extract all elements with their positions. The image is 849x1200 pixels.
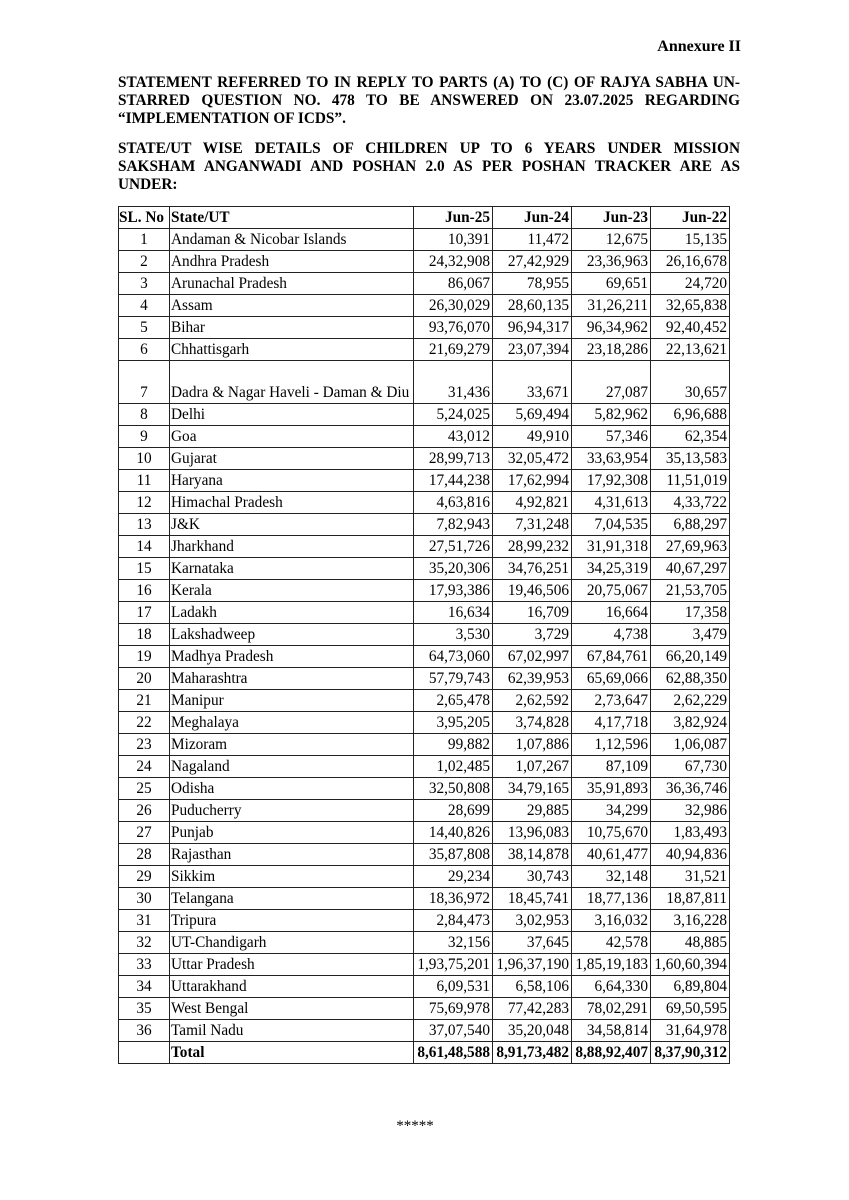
cell-jun-23: 2,73,647 — [572, 690, 651, 712]
cell-jun-25: 28,99,713 — [414, 448, 493, 470]
cell-state: Tripura — [170, 910, 414, 932]
cell-jun-22: 32,986 — [651, 800, 730, 822]
header-sl-no: SL. No — [119, 207, 170, 229]
cell-jun-24: 13,96,083 — [493, 822, 572, 844]
cell-state: Dadra & Nagar Haveli - Daman & Diu — [170, 361, 414, 404]
cell-jun-25: 17,93,386 — [414, 580, 493, 602]
cell-jun-25: 29,234 — [414, 866, 493, 888]
cell-jun-24: 49,910 — [493, 426, 572, 448]
cell-jun-23: 12,675 — [572, 229, 651, 251]
cell-state: UT-Chandigarh — [170, 932, 414, 954]
cell-state: Puducherry — [170, 800, 414, 822]
cell-jun-25: 64,73,060 — [414, 646, 493, 668]
cell-state: J&K — [170, 514, 414, 536]
cell-jun-24: 1,96,37,190 — [493, 954, 572, 976]
cell-jun-23: 7,04,535 — [572, 514, 651, 536]
total-row — [119, 1042, 730, 1064]
cell-sl-no: 5 — [119, 317, 170, 339]
cell-sl-no: 10 — [119, 448, 170, 470]
cell-state: Kerala — [170, 580, 414, 602]
cell-jun-25: 1,02,485 — [414, 756, 493, 778]
cell-jun-23: 1,85,19,183 — [572, 954, 651, 976]
cell-state: Manipur — [170, 690, 414, 712]
cell-jun-25: 32,50,808 — [414, 778, 493, 800]
table-row — [119, 361, 730, 404]
table-row — [119, 602, 730, 624]
cell-jun-23: 27,087 — [572, 361, 651, 404]
cell-jun-25: 43,012 — [414, 426, 493, 448]
cell-jun-23: 4,31,613 — [572, 492, 651, 514]
cell-jun-25: 2,65,478 — [414, 690, 493, 712]
cell-jun-24: 27,42,929 — [493, 251, 572, 273]
cell-jun-24: 6,58,106 — [493, 976, 572, 998]
table-row — [119, 668, 730, 690]
cell-jun-23: 3,16,032 — [572, 910, 651, 932]
table-row — [119, 756, 730, 778]
cell-state: Nagaland — [170, 756, 414, 778]
cell-sl-no: 22 — [119, 712, 170, 734]
cell-jun-25: 31,436 — [414, 361, 493, 404]
cell-jun-22: 18,87,811 — [651, 888, 730, 910]
table-row — [119, 822, 730, 844]
cell-sl-no: 30 — [119, 888, 170, 910]
cell-jun-22: 24,720 — [651, 273, 730, 295]
cell-jun-24: 67,02,997 — [493, 646, 572, 668]
cell-sl-no: 13 — [119, 514, 170, 536]
cell-jun-25: 7,82,943 — [414, 514, 493, 536]
cell-state: Andaman & Nicobar Islands — [170, 229, 414, 251]
cell-sl-no: 3 — [119, 273, 170, 295]
cell-state: Karnataka — [170, 558, 414, 580]
cell-jun-22: 69,50,595 — [651, 998, 730, 1020]
table-row — [119, 712, 730, 734]
cell-sl-no: 26 — [119, 800, 170, 822]
cell-state: Telangana — [170, 888, 414, 910]
header-state: State/UT — [170, 207, 414, 229]
cell-jun-24: 1,07,886 — [493, 734, 572, 756]
cell-sl-no: 21 — [119, 690, 170, 712]
cell-jun-25: 5,24,025 — [414, 404, 493, 426]
cell-jun-23: 6,64,330 — [572, 976, 651, 998]
cell-jun-24: 29,885 — [493, 800, 572, 822]
cell-state: Rajasthan — [170, 844, 414, 866]
cell-jun-23: 10,75,670 — [572, 822, 651, 844]
cell-jun-22: 67,730 — [651, 756, 730, 778]
cell-jun-25: 1,93,75,201 — [414, 954, 493, 976]
cell-sl-no: 9 — [119, 426, 170, 448]
cell-jun-22: 30,657 — [651, 361, 730, 404]
cell-jun-25: 28,699 — [414, 800, 493, 822]
table-row — [119, 448, 730, 470]
cell-jun-23: 5,82,962 — [572, 404, 651, 426]
cell-state: Punjab — [170, 822, 414, 844]
table-row — [119, 339, 730, 361]
cell-jun-23: 65,69,066 — [572, 668, 651, 690]
cell-jun-23: 23,18,286 — [572, 339, 651, 361]
cell-sl-no: 15 — [119, 558, 170, 580]
cell-jun-22: 31,521 — [651, 866, 730, 888]
cell-jun-24: 1,07,267 — [493, 756, 572, 778]
cell-jun-24: 3,729 — [493, 624, 572, 646]
cell-jun-24: 16,709 — [493, 602, 572, 624]
cell-jun-24: 30,743 — [493, 866, 572, 888]
header-jun-24: Jun-24 — [493, 207, 572, 229]
table-row — [119, 888, 730, 910]
cell-state: Delhi — [170, 404, 414, 426]
cell-jun-25: 35,87,808 — [414, 844, 493, 866]
cell-jun-23: 33,63,954 — [572, 448, 651, 470]
cell-state: Assam — [170, 295, 414, 317]
cell-jun-22: 62,88,350 — [651, 668, 730, 690]
cell-state: Tamil Nadu — [170, 1020, 414, 1042]
cell-state: Andhra Pradesh — [170, 251, 414, 273]
cell-sl-no: 16 — [119, 580, 170, 602]
cell-jun-25: 35,20,306 — [414, 558, 493, 580]
table-row — [119, 866, 730, 888]
cell-jun-22: 32,65,838 — [651, 295, 730, 317]
cell-jun-24: 5,69,494 — [493, 404, 572, 426]
cell-sl-no: 4 — [119, 295, 170, 317]
cell-jun-24: 38,14,878 — [493, 844, 572, 866]
cell-sl-no: 8 — [119, 404, 170, 426]
cell-jun-24: 62,39,953 — [493, 668, 572, 690]
table-row — [119, 514, 730, 536]
cell-jun-22: 4,33,722 — [651, 492, 730, 514]
cell-jun-25: 2,84,473 — [414, 910, 493, 932]
cell-jun-22: 15,135 — [651, 229, 730, 251]
table-header-row — [119, 207, 730, 229]
cell-jun-22: 40,94,836 — [651, 844, 730, 866]
cell-jun-24: 11,472 — [493, 229, 572, 251]
cell-jun-25: 37,07,540 — [414, 1020, 493, 1042]
cell-jun-22: 27,69,963 — [651, 536, 730, 558]
header-jun-23: Jun-23 — [572, 207, 651, 229]
cell-sl-no: 33 — [119, 954, 170, 976]
cell-jun-22: 11,51,019 — [651, 470, 730, 492]
table-row — [119, 426, 730, 448]
cell-jun-24: 34,76,251 — [493, 558, 572, 580]
cell-jun-22: 35,13,583 — [651, 448, 730, 470]
header-jun-25: Jun-25 — [414, 207, 493, 229]
cell-jun-23: 16,664 — [572, 602, 651, 624]
cell-jun-25: 14,40,826 — [414, 822, 493, 844]
cell-jun-25: 6,09,531 — [414, 976, 493, 998]
cell-sl-no: 12 — [119, 492, 170, 514]
cell-state: Jharkhand — [170, 536, 414, 558]
cell-jun-25: 75,69,978 — [414, 998, 493, 1020]
cell-jun-24: 37,645 — [493, 932, 572, 954]
cell-jun-25: 24,32,908 — [414, 251, 493, 273]
total-jun-22: 8,37,90,312 — [651, 1042, 730, 1064]
cell-jun-23: 34,299 — [572, 800, 651, 822]
cell-state: Chhattisgarh — [170, 339, 414, 361]
cell-state: Himachal Pradesh — [170, 492, 414, 514]
cell-sl-no: 29 — [119, 866, 170, 888]
cell-jun-25: 26,30,029 — [414, 295, 493, 317]
total-state: Total — [170, 1042, 414, 1064]
table-row — [119, 976, 730, 998]
cell-jun-22: 21,53,705 — [651, 580, 730, 602]
cell-jun-25: 99,882 — [414, 734, 493, 756]
cell-jun-25: 3,530 — [414, 624, 493, 646]
cell-jun-25: 3,95,205 — [414, 712, 493, 734]
table-row — [119, 624, 730, 646]
table-row — [119, 580, 730, 602]
cell-jun-23: 17,92,308 — [572, 470, 651, 492]
cell-jun-22: 6,96,688 — [651, 404, 730, 426]
cell-jun-22: 40,67,297 — [651, 558, 730, 580]
table-row — [119, 800, 730, 822]
cell-state: Bihar — [170, 317, 414, 339]
cell-jun-22: 3,82,924 — [651, 712, 730, 734]
cell-jun-23: 42,578 — [572, 932, 651, 954]
cell-jun-23: 23,36,963 — [572, 251, 651, 273]
cell-state: Madhya Pradesh — [170, 646, 414, 668]
cell-sl-no: 20 — [119, 668, 170, 690]
cell-jun-22: 1,06,087 — [651, 734, 730, 756]
cell-sl-no: 27 — [119, 822, 170, 844]
cell-jun-23: 1,12,596 — [572, 734, 651, 756]
total-jun-24: 8,91,73,482 — [493, 1042, 572, 1064]
cell-jun-25: 57,79,743 — [414, 668, 493, 690]
table-row — [119, 998, 730, 1020]
cell-jun-23: 57,346 — [572, 426, 651, 448]
cell-jun-24: 19,46,506 — [493, 580, 572, 602]
table-row — [119, 470, 730, 492]
cell-jun-24: 3,02,953 — [493, 910, 572, 932]
cell-jun-23: 35,91,893 — [572, 778, 651, 800]
table-row — [119, 1020, 730, 1042]
table-subheading: STATE/UT WISE DETAILS OF CHILDREN UP TO 6 YEARS UNDER MISSION SAKSHAM ANGANWADI AND POSHAN 2.0 AS PER POSHAN TRACKER ARE AS UNDER: — [118, 140, 740, 193]
table-row — [119, 536, 730, 558]
table-row — [119, 229, 730, 251]
table-row — [119, 954, 730, 976]
cell-jun-24: 28,60,135 — [493, 295, 572, 317]
end-marker: ***** — [396, 1118, 434, 1134]
cell-sl-no: 31 — [119, 910, 170, 932]
cell-jun-24: 77,42,283 — [493, 998, 572, 1020]
cell-jun-25: 86,067 — [414, 273, 493, 295]
table-row — [119, 844, 730, 866]
cell-jun-22: 48,885 — [651, 932, 730, 954]
table-row — [119, 778, 730, 800]
cell-jun-23: 32,148 — [572, 866, 651, 888]
cell-jun-23: 4,738 — [572, 624, 651, 646]
cell-jun-24: 28,99,232 — [493, 536, 572, 558]
cell-sl-no: 19 — [119, 646, 170, 668]
cell-jun-22: 31,64,978 — [651, 1020, 730, 1042]
cell-state: Arunachal Pradesh — [170, 273, 414, 295]
cell-sl-no: 2 — [119, 251, 170, 273]
total-jun-25: 8,61,48,588 — [414, 1042, 493, 1064]
cell-jun-24: 96,94,317 — [493, 317, 572, 339]
cell-state: Gujarat — [170, 448, 414, 470]
cell-state: Uttarakhand — [170, 976, 414, 998]
cell-jun-22: 3,16,228 — [651, 910, 730, 932]
cell-jun-22: 2,62,229 — [651, 690, 730, 712]
cell-jun-25: 10,391 — [414, 229, 493, 251]
cell-jun-22: 66,20,149 — [651, 646, 730, 668]
cell-sl-no: 14 — [119, 536, 170, 558]
cell-jun-22: 6,89,804 — [651, 976, 730, 998]
cell-jun-25: 18,36,972 — [414, 888, 493, 910]
table-row — [119, 492, 730, 514]
statement-heading: STATEMENT REFERRED TO IN REPLY TO PARTS (A) TO (C) OF RAJYA SABHA UN-STARRED QUESTION NO. 478 TO BE ANSWERED ON 23.07.2025 REGARDING “IMPLEMENTATION OF ICDS”. — [118, 74, 740, 127]
table-row — [119, 910, 730, 932]
cell-sl-no: 11 — [119, 470, 170, 492]
table-row — [119, 558, 730, 580]
cell-sl-no: 1 — [119, 229, 170, 251]
cell-jun-23: 20,75,067 — [572, 580, 651, 602]
cell-sl-no: 17 — [119, 602, 170, 624]
cell-state: Ladakh — [170, 602, 414, 624]
cell-state: West Bengal — [170, 998, 414, 1020]
annexure-label: Annexure II — [657, 38, 741, 55]
cell-sl-no: 34 — [119, 976, 170, 998]
cell-jun-24: 2,62,592 — [493, 690, 572, 712]
cell-state: Odisha — [170, 778, 414, 800]
cell-jun-23: 34,25,319 — [572, 558, 651, 580]
cell-jun-24: 18,45,741 — [493, 888, 572, 910]
cell-jun-25: 32,156 — [414, 932, 493, 954]
cell-jun-24: 3,74,828 — [493, 712, 572, 734]
cell-jun-22: 22,13,621 — [651, 339, 730, 361]
cell-jun-22: 36,36,746 — [651, 778, 730, 800]
cell-jun-24: 32,05,472 — [493, 448, 572, 470]
cell-jun-24: 23,07,394 — [493, 339, 572, 361]
cell-sl-no: 32 — [119, 932, 170, 954]
cell-jun-25: 21,69,279 — [414, 339, 493, 361]
cell-jun-24: 35,20,048 — [493, 1020, 572, 1042]
cell-jun-23: 69,651 — [572, 273, 651, 295]
cell-sl-no: 36 — [119, 1020, 170, 1042]
table-row — [119, 404, 730, 426]
cell-jun-23: 78,02,291 — [572, 998, 651, 1020]
cell-jun-25: 17,44,238 — [414, 470, 493, 492]
cell-jun-25: 4,63,816 — [414, 492, 493, 514]
cell-jun-23: 18,77,136 — [572, 888, 651, 910]
cell-sl-no: 23 — [119, 734, 170, 756]
cell-state: Meghalaya — [170, 712, 414, 734]
cell-state: Mizoram — [170, 734, 414, 756]
cell-jun-24: 4,92,821 — [493, 492, 572, 514]
table-row — [119, 251, 730, 273]
cell-jun-23: 31,26,211 — [572, 295, 651, 317]
cell-state: Sikkim — [170, 866, 414, 888]
cell-jun-24: 33,671 — [493, 361, 572, 404]
cell-sl-no: 7 — [119, 361, 170, 404]
table-row — [119, 690, 730, 712]
header-jun-22: Jun-22 — [651, 207, 730, 229]
cell-jun-22: 1,83,493 — [651, 822, 730, 844]
cell-sl-no: 6 — [119, 339, 170, 361]
cell-jun-24: 78,955 — [493, 273, 572, 295]
cell-jun-23: 40,61,477 — [572, 844, 651, 866]
cell-jun-25: 27,51,726 — [414, 536, 493, 558]
cell-sl-no: 35 — [119, 998, 170, 1020]
table-row — [119, 317, 730, 339]
cell-jun-23: 67,84,761 — [572, 646, 651, 668]
table-row — [119, 734, 730, 756]
table-row — [119, 932, 730, 954]
cell-jun-23: 34,58,814 — [572, 1020, 651, 1042]
cell-jun-24: 7,31,248 — [493, 514, 572, 536]
total-jun-23: 8,88,92,407 — [572, 1042, 651, 1064]
cell-jun-22: 62,354 — [651, 426, 730, 448]
table-row — [119, 295, 730, 317]
cell-jun-25: 16,634 — [414, 602, 493, 624]
cell-state: Uttar Pradesh — [170, 954, 414, 976]
children-data-table — [118, 206, 730, 1064]
total-sl-no — [119, 1042, 170, 1064]
cell-jun-25: 93,76,070 — [414, 317, 493, 339]
cell-sl-no: 18 — [119, 624, 170, 646]
cell-jun-23: 87,109 — [572, 756, 651, 778]
cell-state: Lakshadweep — [170, 624, 414, 646]
cell-jun-23: 4,17,718 — [572, 712, 651, 734]
cell-sl-no: 28 — [119, 844, 170, 866]
cell-jun-22: 1,60,60,394 — [651, 954, 730, 976]
cell-jun-22: 92,40,452 — [651, 317, 730, 339]
cell-jun-22: 26,16,678 — [651, 251, 730, 273]
cell-jun-22: 17,358 — [651, 602, 730, 624]
cell-jun-24: 34,79,165 — [493, 778, 572, 800]
cell-jun-22: 6,88,297 — [651, 514, 730, 536]
cell-jun-22: 3,479 — [651, 624, 730, 646]
cell-state: Haryana — [170, 470, 414, 492]
cell-sl-no: 25 — [119, 778, 170, 800]
cell-sl-no: 24 — [119, 756, 170, 778]
cell-jun-23: 31,91,318 — [572, 536, 651, 558]
cell-jun-24: 17,62,994 — [493, 470, 572, 492]
cell-jun-23: 96,34,962 — [572, 317, 651, 339]
cell-state: Goa — [170, 426, 414, 448]
table-row — [119, 646, 730, 668]
cell-state: Maharashtra — [170, 668, 414, 690]
table-row — [119, 273, 730, 295]
